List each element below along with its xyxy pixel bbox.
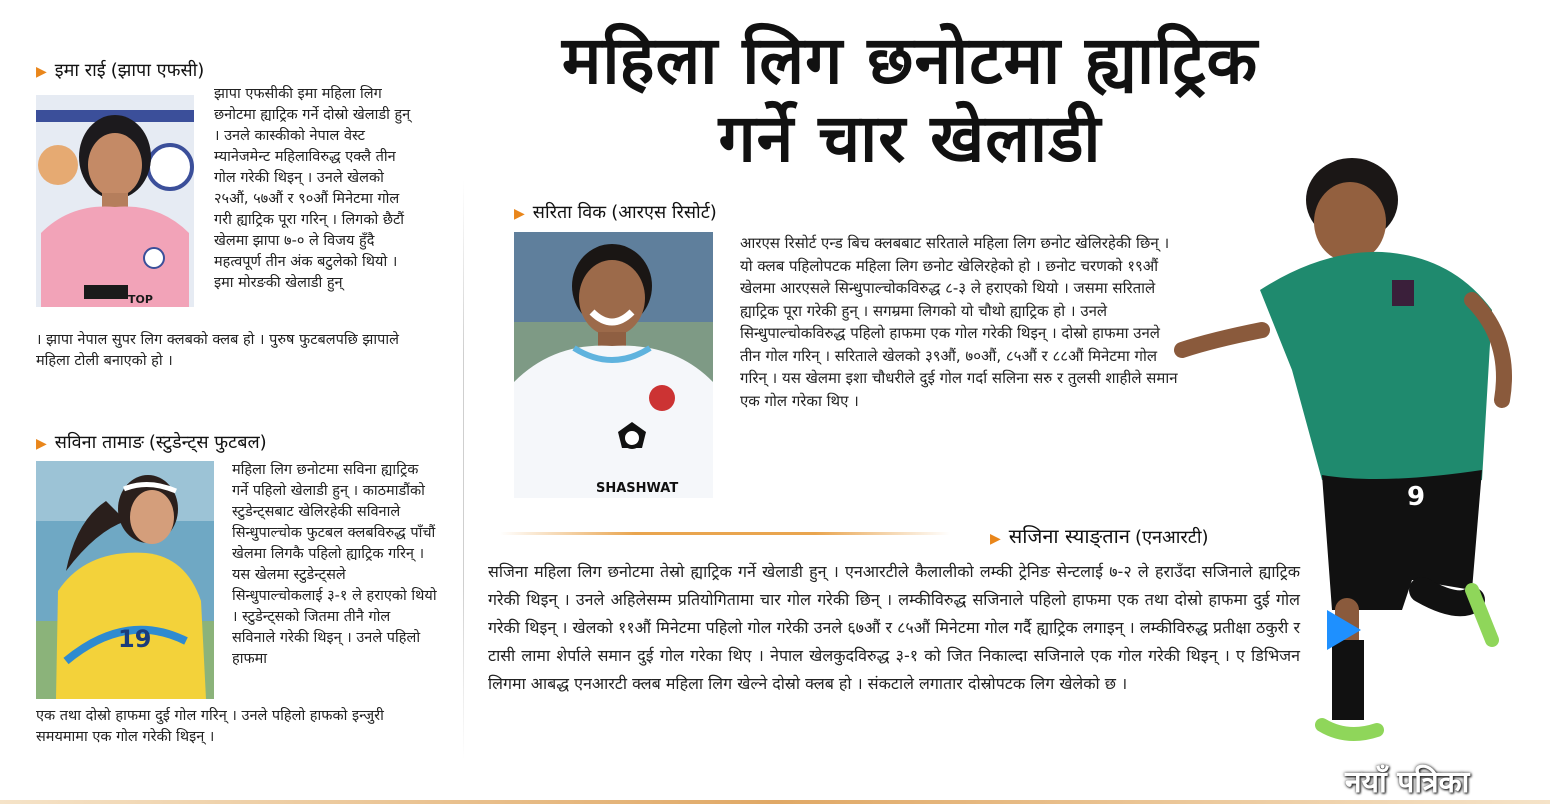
sabina-name: सविना तामाङ	[54, 432, 144, 453]
section-divider	[500, 532, 950, 535]
sabina-text-top: महिला लिग छनोटमा सविना ह्याट्रिक गर्ने पहिलो खेलाडी हुन् । काठमाडौंको स्टुडेन्ट्सबाट खेलिरहेकी सविनाले सिन्धुपाल्चोक फुटबल क्लबविरुद्ध पाँचौं खेलमा लिगकै पहिलो ह्याट्रिक गरिन् । यस खेलमा स्टुडेन्ट्सले सिन्धुपाल्चोकलाई ३-१ ले हराएको थियो । स्टुडेन्ट्सको जितमा तीनै गोल सविनाले गरेकी थिइन् । उनले पहिलो हाफमा	[232, 462, 437, 667]
play-icon[interactable]	[1327, 610, 1361, 650]
sabina-text-bottom: एक तथा दोस्रो हाफमा दुई गोल गरिन् । उनले पहिलो हाफको इन्जुरी समयमामा एक गोल गरेकी थिइन् ।	[36, 708, 384, 745]
sarita-text: आरएस रिसोर्ट एन्ड बिच क्लबबाट सरिताले महिला लिग छनोट खेलिरहेकी छिन् । यो क्लब पहिलोपटक महिला लिग छनोट खेलिरहेको हो । छनोट चरणको १९औं खेलमा आरएसले सिन्धुपाल्चोकविरुद्ध ८-३ ले हराएको थियो । जसमा सरिताले ह्याट्रिक पूरा गरेकी हुन् । सगम्रमा लिगको यो चौथो ह्याट्रिक हो । उनले सिन्धुपाल्चोकविरुद्ध पहिलो हाफमा एक गोल गरेकी थिइन् । दोस्रो हाफमा उनले तीन गोल गरिन् । सरिताले खेलको ३९औं, ७०औं, ८५औं र ८८औं मिनेटमा गोल गरिन् । यस खेलमा इशा चौधरीले दुई गोल गर्दा सलिना सरु र तुलसी शाहीले समान एक गोल गरेका थिए ।	[740, 234, 1178, 410]
bullet-icon: ▶	[514, 206, 525, 222]
sabina-photo	[36, 461, 214, 699]
sarita-photo	[514, 232, 713, 498]
newspaper-logo: नयाँ पत्रिका	[1345, 765, 1470, 800]
sarita-club: (आरएस रिसोर्ट)	[611, 202, 717, 223]
sarita-heading	[514, 200, 717, 224]
ima-text-bottom: । झापा नेपाल सुपर लिग क्लबको क्लब हो । पुरुष फुटबलपछि झापाले महिला टोली बनाएको हो ।	[36, 332, 399, 369]
ima-photo	[36, 95, 194, 307]
sajina-jersey-number: 9	[1407, 482, 1426, 512]
bottom-rule	[0, 800, 1550, 804]
ima-text-top: झापा एफसीकी इमा महिला लिग छनोटमा ह्याट्रिक गर्ने दोस्रो खेलाडी हुन् । उनले कास्कीको नेपाल वेस्ट म्यानेजमेन्ट महिलाविरुद्ध एक्लै तीन गोल गरेकी थिइन् । उनले खेलको २५औं, ५७औं र ९०औं मिनेटमा गोल गरी ह्याट्रिक पूरा गरिन् । लिगको छैटौं खेलमा झापा ७-० ले विजय हुँदै महत्वपूर्ण तीन अंक बटुलेको थियो । इमा मोरङकी खेलाडी हुन्	[214, 86, 411, 291]
sabina-jersey-number: 19	[118, 625, 152, 653]
sponsor-label: TOP	[128, 293, 153, 306]
column-divider	[463, 180, 464, 760]
bullet-icon: ▶	[36, 64, 47, 80]
sabina-heading	[36, 430, 267, 454]
headline-line-2: गर्ने चार खेलाडी	[718, 100, 1102, 177]
ima-heading	[36, 58, 204, 82]
sponsor-label: SHASHWAT	[596, 481, 679, 496]
sarita-name: सरिता विक	[532, 202, 607, 223]
bullet-icon: ▶	[990, 531, 1001, 547]
sajina-photo	[1172, 140, 1532, 760]
sabina-club: (स्टुडेन्ट्स फुटबल)	[148, 432, 267, 453]
ima-name: इमा राई	[54, 60, 106, 81]
sajina-text: सजिना महिला लिग छनोटमा तेस्रो ह्याट्रिक गर्ने खेलाडी हुन् । एनआरटीले कैलालीको लम्की ट्रेनिङ सेन्टलाई ७-२ ले हराउँदा सजिनाले ह्याट्रिक गरेकी थिइन् । उनले अहिलेसम्म प्रतियोगितामा चार गोल गरेकी छिन् । लम्कीविरुद्ध सजिनाले पहिलो हाफमा एक तथा दोस्रो हाफमा दुई गोल गरेकी थिइन् । खेलको ११औं मिनेटमा पहिलो गोल गरेकी उनले ६७औं र ८५औं मिनेटमा गोल गर्दै ह्याट्रिक लगाइन् । लम्कीविरुद्ध प्रतीक्षा ठकुरी र टासी लामा शेर्पाले समान दुई गोल गरेका थिए । नेपाल खेलकुदविरुद्ध ३-१ को जित निकाल्दा सजिनाले एक गोल गरेकी थिइन् । ए डिभिजन लिगमा आबद्ध एनआरटी क्लब महिला लिग खेल्ने दोस्रो क्लब हो । संकटाले लगातार दोस्रोपटक लिग खेलेको छ ।	[488, 562, 1300, 693]
ima-club: (झापा एफसी)	[110, 60, 205, 81]
sajina-name: सजिना स्याङ्तान	[1008, 524, 1130, 548]
headline-line-1: महिला लिग छनोटमा ह्याट्रिक	[561, 22, 1259, 99]
bullet-icon: ▶	[36, 436, 47, 452]
sajina-club: (एनआरटी)	[1135, 527, 1209, 548]
